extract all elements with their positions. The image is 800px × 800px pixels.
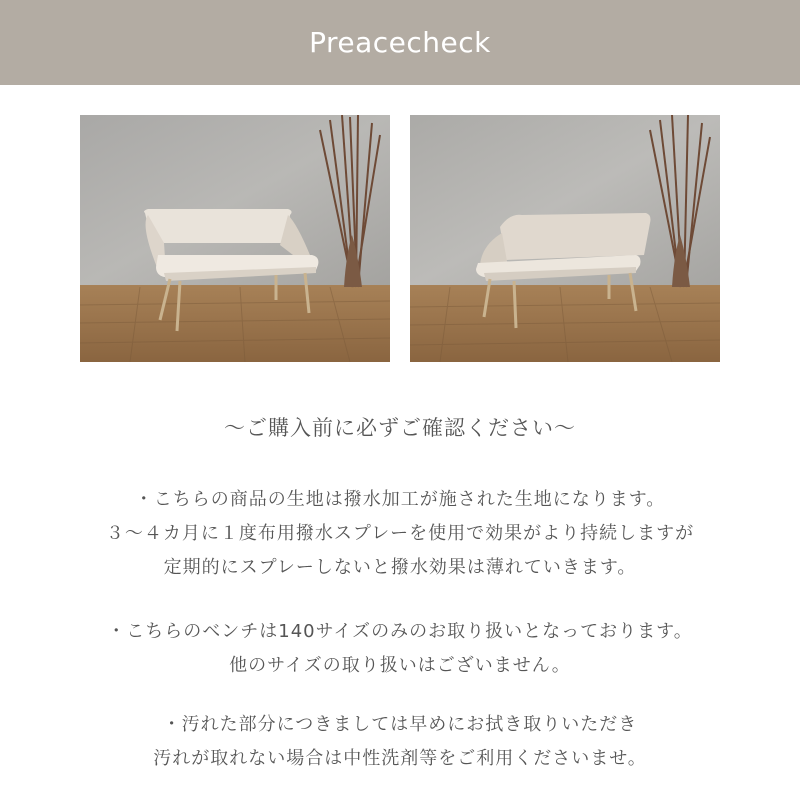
notice-paragraph-cleaning: [0, 708, 800, 776]
header-banner: [0, 0, 800, 85]
notice-line: 他のサイズの取り扱いはございません。: [229, 655, 571, 676]
notice-line: ３〜４カ月に１度布用撥水スプレーを使用で効果がより持続しますが: [105, 523, 695, 544]
page-title: Preacecheck: [309, 26, 491, 59]
notice-line: ・こちらの商品の生地は撥水加工が施された生地になります。: [134, 489, 666, 510]
notice-line: ・こちらのベンチは140サイズのみのお取り扱いとなっております。: [107, 621, 693, 642]
notice-line: 汚れが取れない場合は中性洗剤等をご利用くださいませ。: [153, 748, 647, 769]
bench-back-photo: [410, 115, 720, 362]
notice-paragraph-water-repellent: [0, 483, 800, 585]
bench-front-photo: [80, 115, 390, 362]
notice-line: ・汚れた部分につきましては早めにお拭き取りいただき: [162, 714, 638, 735]
notice-paragraph-size: [0, 615, 800, 683]
notice-heading: 〜ご購入前に必ずご確認ください〜: [224, 416, 576, 440]
notice-line: 定期的にスプレーしないと撥水効果は薄れていきます。: [163, 557, 637, 578]
